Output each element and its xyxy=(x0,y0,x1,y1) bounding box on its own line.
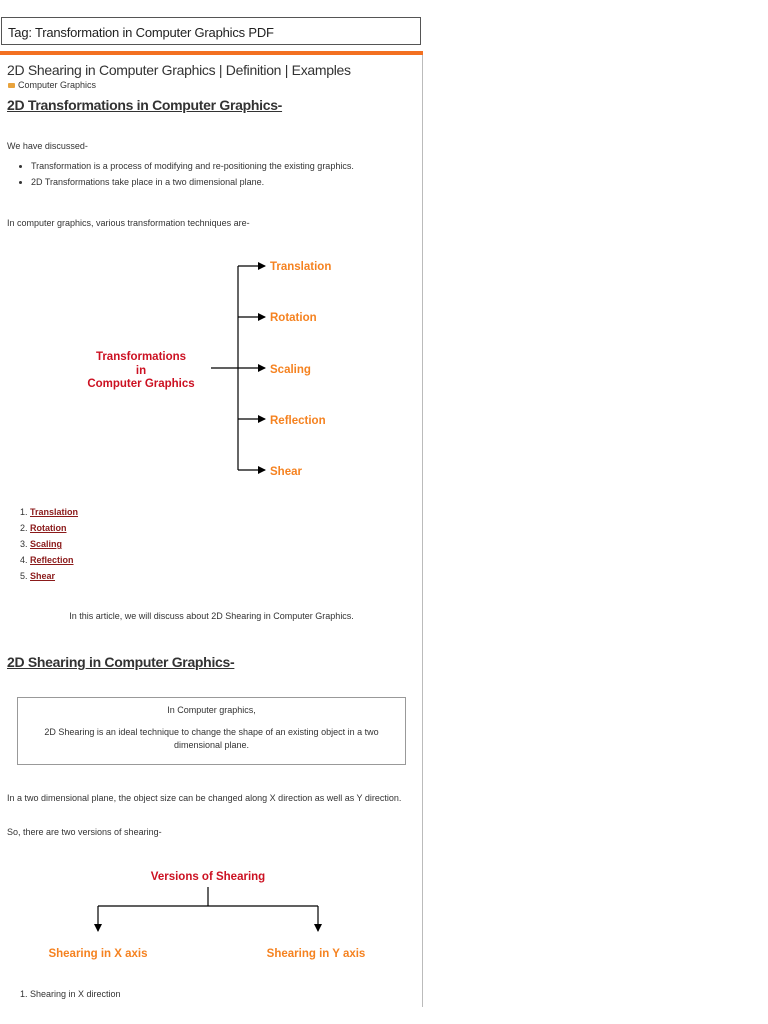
diagram-branch-label: Rotation xyxy=(270,312,317,324)
diagram-branch-label: Shearing in X axis xyxy=(48,948,148,960)
diagram-branch-label: Shear xyxy=(270,466,302,478)
tag-header: Tag: Transformation in Computer Graphics PDF xyxy=(1,17,421,45)
shearing-list xyxy=(7,986,121,1002)
intro-text: We have discussed- xyxy=(7,141,88,151)
definition-line: In Computer graphics, xyxy=(167,705,256,715)
paragraph: So, there are two versions of shearing- xyxy=(7,827,162,837)
diagram-branch-label: Translation xyxy=(270,261,332,273)
list-item: 1. Shearing in X direction xyxy=(30,986,121,1002)
section-heading-shearing: 2D Shearing in Computer Graphics- xyxy=(7,654,235,670)
link-scaling[interactable]: Scaling xyxy=(30,539,63,549)
diagram-root-label: Versions of Shearing xyxy=(150,871,266,883)
definition-text: 2D Shearing is an ideal technique to change the shape of an existing object in a two dimensional plane. xyxy=(44,727,379,750)
list-item xyxy=(30,568,78,584)
list-item xyxy=(30,536,78,552)
diagram-branch-label: Scaling xyxy=(270,364,311,376)
post-title-link[interactable]: 2D Shearing in Computer Graphics | Definition | Examples xyxy=(7,62,351,78)
list-item xyxy=(30,552,78,568)
diagram-branch-label: Shearing in Y axis xyxy=(266,948,366,960)
link-shear[interactable]: Shear xyxy=(30,571,56,581)
definition-box xyxy=(17,697,406,765)
diagram-branch-label: Reflection xyxy=(270,415,326,427)
section-heading-transformations: 2D Transformations in Computer Graphics- xyxy=(7,97,283,113)
shearing-versions-diagram xyxy=(0,865,423,965)
bullet-list xyxy=(7,158,354,190)
folder-icon xyxy=(8,83,15,88)
category-link[interactable]: Computer Graphics xyxy=(18,80,97,90)
paragraph: In a two dimensional plane, the object size can be changed along X direction as well as Y direction. xyxy=(7,793,402,803)
transformation-links-list xyxy=(7,504,78,584)
diagram-root-line: in xyxy=(135,365,147,377)
list-item: • 2D Transformations take place in a two dimensional plane. xyxy=(31,174,354,190)
link-reflection[interactable]: Reflection xyxy=(30,555,74,565)
diagram-root-line: Computer Graphics xyxy=(87,378,195,390)
category-meta xyxy=(8,80,96,90)
list-item xyxy=(30,504,78,520)
diagram-root-line: Transformations xyxy=(95,351,187,363)
transformations-diagram xyxy=(0,250,423,490)
link-translation[interactable]: Translation xyxy=(30,507,79,517)
list-item xyxy=(30,520,78,536)
article-note: In this article, we will discuss about 2D Shearing in Computer Graphics. xyxy=(69,611,354,621)
techniques-intro: In computer graphics, various transformation techniques are- xyxy=(7,218,250,228)
list-item: • Transformation is a process of modifying and re-positioning the existing graphics. xyxy=(31,158,354,174)
link-rotation[interactable]: Rotation xyxy=(30,523,67,533)
